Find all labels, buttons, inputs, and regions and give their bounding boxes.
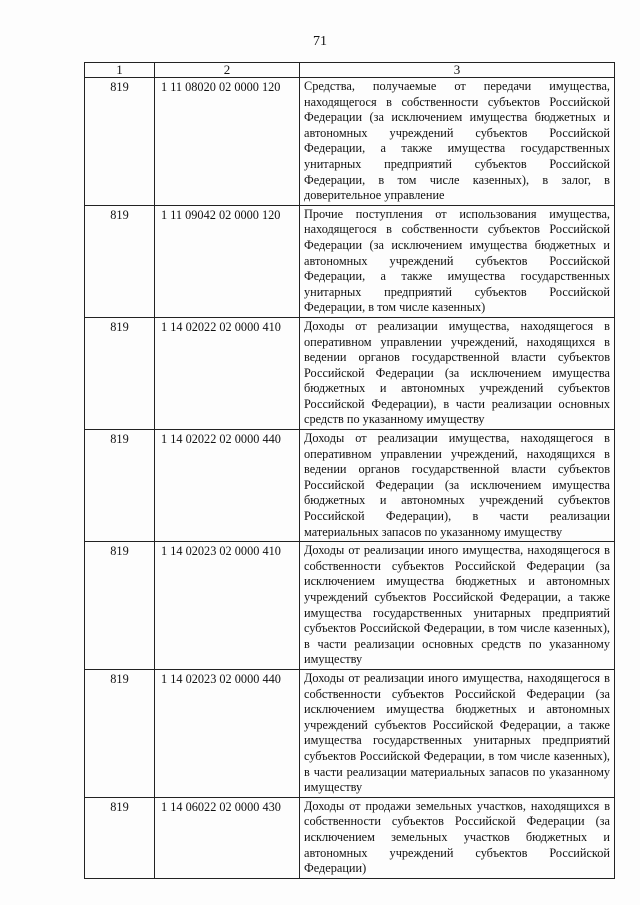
revenue-code-cell: 1 14 02022 02 0000 440 xyxy=(155,430,300,542)
revenue-code-cell: 1 11 09042 02 0000 120 xyxy=(155,205,300,317)
revenue-code-cell: 1 11 08020 02 0000 120 xyxy=(155,78,300,206)
revenue-code-cell: 1 14 02023 02 0000 440 xyxy=(155,669,300,797)
description-cell: Доходы от реализации иного имущества, находящегося в собственности субъектов Российской Федерации (за исключением имущества бюджетных и автономных учреждений субъектов Российской Федерации, а также имущества государственных унитарных предприятий субъектов Российской Федерации, в том числе казенных), в части реализации основных средств по указанному имуществу xyxy=(300,542,615,670)
table-row xyxy=(85,797,615,878)
table-row xyxy=(85,205,615,317)
admin-code-cell: 819 xyxy=(85,78,155,206)
table-row xyxy=(85,430,615,542)
header-row xyxy=(85,63,615,78)
header-col-1: 1 xyxy=(85,63,155,78)
header-col-3: 3 xyxy=(300,63,615,78)
revenue-codes-table xyxy=(84,62,615,879)
description-cell: Доходы от реализации иного имущества, находящегося в собственности субъектов Российской Федерации (за исключением имущества бюджетных и автономных учреждений субъектов Российской Федерации, а также имущества государственных унитарных предприятий субъектов Российской Федерации, в том числе казенных), в части реализации материальных запасов по указанному имуществу xyxy=(300,669,615,797)
description-cell: Доходы от реализации имущества, находящегося в оперативном управлении учреждений, находящихся в ведении органов государственной власти субъектов Российской Федерации (за исключением имущества бюджетных и автономных учреждений субъектов Российской Федерации), в части реализации материальных запасов по указанному имуществу xyxy=(300,430,615,542)
admin-code-cell: 819 xyxy=(85,669,155,797)
table-row xyxy=(85,669,615,797)
table-row xyxy=(85,317,615,429)
admin-code-cell: 819 xyxy=(85,797,155,878)
revenue-code-cell: 1 14 02022 02 0000 410 xyxy=(155,317,300,429)
description-cell: Прочие поступления от использования имущества, находящегося в собственности субъектов Российской Федерации (за исключением имущества бюджетных и автономных учреждений субъектов Российской Федерации, а также имущества государственных унитарных предприятий субъектов Российской Федерации, в том числе казенных) xyxy=(300,205,615,317)
admin-code-cell: 819 xyxy=(85,317,155,429)
admin-code-cell: 819 xyxy=(85,542,155,670)
admin-code-cell: 819 xyxy=(85,430,155,542)
description-cell: Средства, получаемые от передачи имущества, находящегося в собственности субъектов Российской Федерации (за исключением имущества бюджетных и автономных учреждений субъектов Российской Федерации, а также имущества государственных унитарных предприятий субъектов Российской Федерации, в том числе казенных), в залог, в доверительное управление xyxy=(300,78,615,206)
page-number: 71 xyxy=(313,34,327,49)
table-row xyxy=(85,78,615,206)
description-cell: Доходы от продажи земельных участков, находящихся в собственности субъектов Российской Федерации (за исключением земельных участков бюджетных и автономных учреждений субъектов Российской Федерации) xyxy=(300,797,615,878)
revenue-code-cell: 1 14 06022 02 0000 430 xyxy=(155,797,300,878)
table-row xyxy=(85,542,615,670)
revenue-code-cell: 1 14 02023 02 0000 410 xyxy=(155,542,300,670)
description-cell: Доходы от реализации имущества, находящегося в оперативном управлении учреждений, находящихся в ведении органов государственной власти субъектов Российской Федерации (за исключением имущества бюджетных и автономных учреждений субъектов Российской Федерации), в части реализации основных средств по указанному имуществу xyxy=(300,317,615,429)
admin-code-cell: 819 xyxy=(85,205,155,317)
header-col-2: 2 xyxy=(155,63,300,78)
